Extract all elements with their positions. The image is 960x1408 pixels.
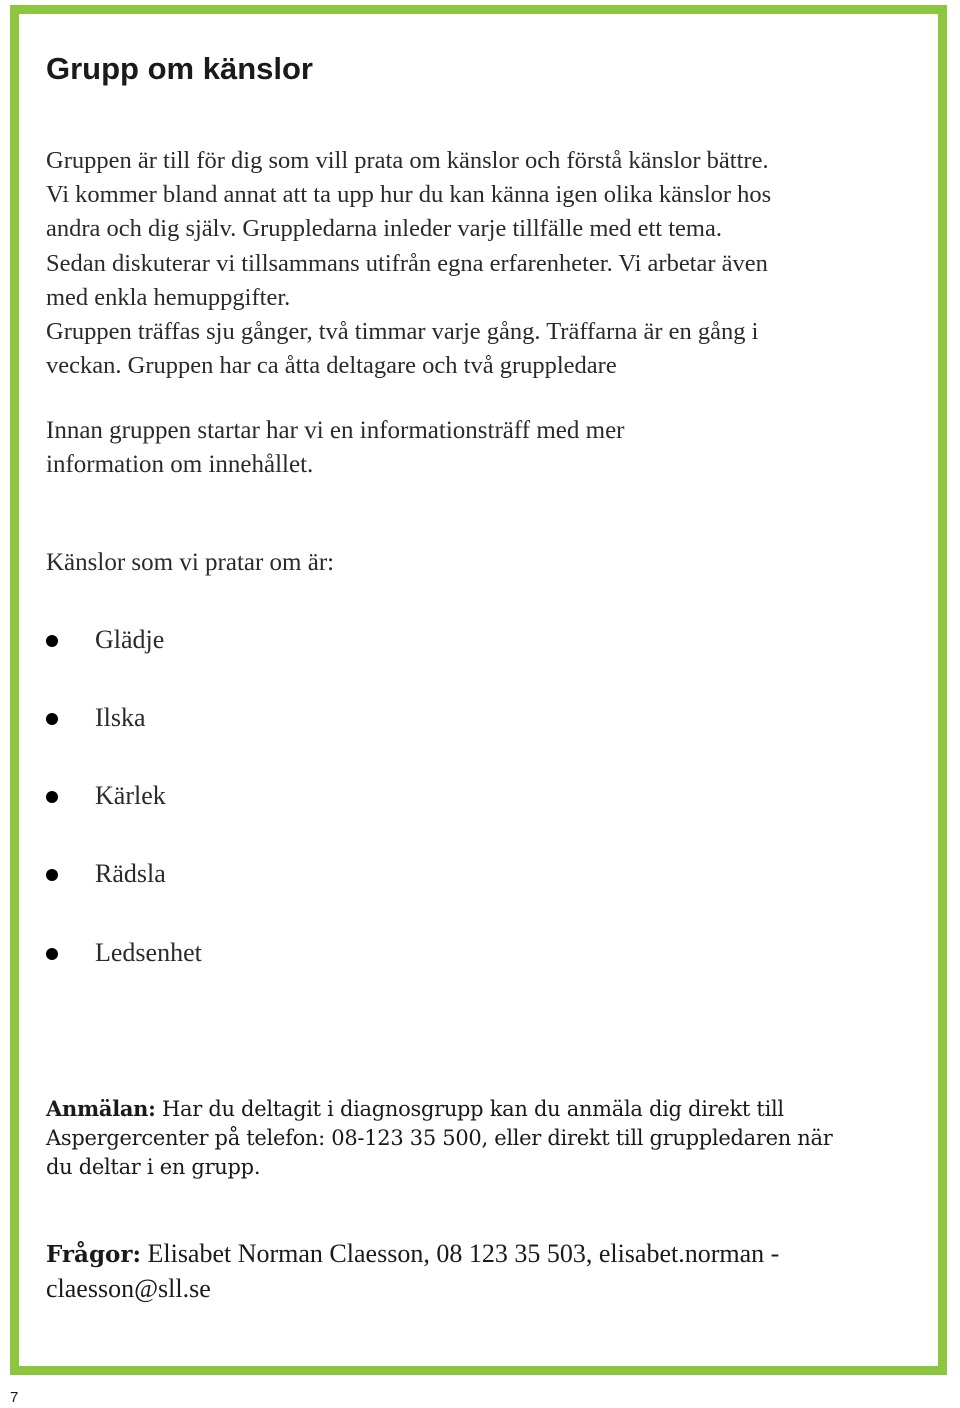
- emotion-label: Ilska: [95, 703, 146, 732]
- bullet-icon: [46, 948, 58, 960]
- signup-line: [46, 1094, 832, 1124]
- signup-line: du deltar i en grupp.: [46, 1155, 261, 1179]
- page-title: Grupp om känslor: [46, 51, 313, 86]
- intro-line: veckan. Gruppen har ca åtta deltagare och två gruppledare: [46, 352, 617, 380]
- intro-line: Gruppen är till för dig som vill prata om känslor och förstå känslor bättre.: [46, 147, 769, 174]
- emotions-list-heading: Känslor som vi pratar om är:: [46, 549, 335, 576]
- page-number: 7: [10, 1389, 19, 1406]
- intro-paragraph: [46, 144, 926, 383]
- signup-label: Anmälan:: [46, 1096, 156, 1121]
- emotion-label: Ledsenhet: [95, 938, 202, 967]
- questions-text: Elisabet Norman Claesson, 08 123 35 503, elisabet.norman -: [140, 1239, 780, 1268]
- bullet-icon: [46, 635, 58, 647]
- intro-line: Gruppen träffas sju gånger, två timmar varje gång. Träffarna är en gång i: [46, 318, 759, 346]
- emotion-label: Kärlek: [95, 781, 166, 810]
- contact-email: claesson@sll.se: [46, 1274, 211, 1303]
- questions-line: [46, 1237, 779, 1272]
- emotion-label: Glädje: [95, 625, 165, 654]
- signup-paragraph: [46, 1094, 832, 1182]
- bullet-icon: [46, 713, 58, 725]
- signup-line: Aspergercenter på telefon: 08-123 35 500, eller direkt till gruppledaren när: [46, 1126, 833, 1150]
- bullet-icon: [46, 869, 58, 881]
- intro-line: andra och dig själv. Gruppledarna inleder varje tillfälle med ett tema.: [46, 215, 722, 243]
- bullet-icon: [46, 791, 58, 803]
- emotion-label: Rädsla: [95, 859, 166, 888]
- questions-label: Frågor:: [46, 1241, 141, 1268]
- questions-paragraph: [46, 1237, 779, 1306]
- info-paragraph: [46, 414, 625, 482]
- intro-line: med enkla hemuppgifter.: [46, 283, 291, 311]
- info-line: Innan gruppen startar har vi en informationsträff med mer: [46, 417, 625, 444]
- signup-text: Har du deltagit i diagnosgrupp kan du anmäla dig direkt till: [155, 1097, 784, 1121]
- intro-line: Vi kommer bland annat att ta upp hur du kan känna igen olika känslor hos: [46, 181, 772, 209]
- intro-line: Sedan diskuterar vi tillsammans utifrån egna erfarenheter. Vi arbetar även: [46, 249, 768, 277]
- info-line: information om innehållet.: [46, 451, 314, 478]
